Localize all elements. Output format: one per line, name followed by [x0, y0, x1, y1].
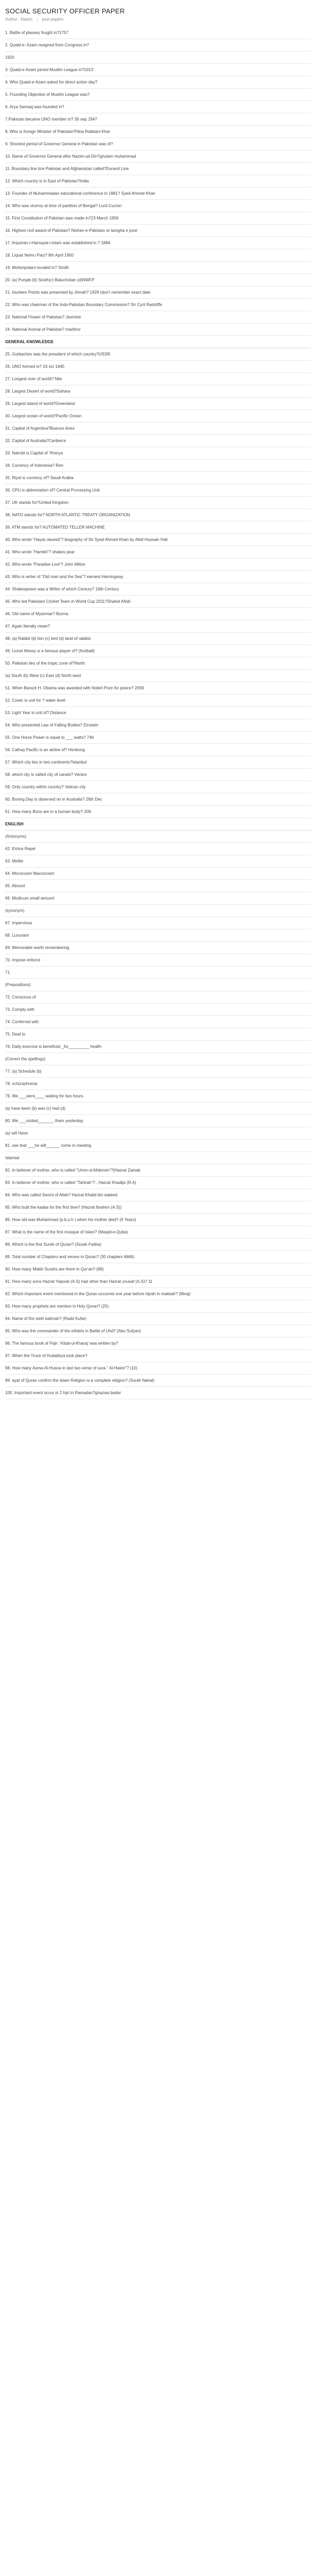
question-line: 15. First Constitution of Pakistan was made in?23 March 1956: [5, 212, 311, 225]
question-line: 74. Conferred with: [5, 1016, 311, 1028]
question-line: 33. Nairobi is Capital of ?Kenya: [5, 447, 311, 460]
question-line: 1. Battle of plassey fought in?1757: [5, 27, 311, 39]
author-label: Author : Nasim: [5, 17, 32, 22]
question-line: 22. Who was chairman of the Indo-Pakistan Boundary Commission? Sir Cyril Radcliffe: [5, 299, 311, 311]
question-line: 70. Impose enforce: [5, 954, 311, 967]
question-line: 2. Quaid-e- Azam resigned from Congress in?: [5, 39, 311, 52]
question-line: (a) have been (b) was (c) had (d): [5, 1103, 311, 1115]
question-line: 7.Pakistan became UNO member in? 30 sep 1947: [5, 113, 311, 126]
section-heading: GENERAL KNOWLEDGE: [5, 336, 311, 348]
question-line: 3. Quaid-e-Azam joined Muslim League in?1913: [5, 64, 311, 76]
question-line: 57. Which city lies in two continents?Istanbul: [5, 756, 311, 769]
question-line: 71.: [5, 967, 311, 979]
question-line: 38. NATO stands for? NORTH ATLANTIC TREATY ORGANIZATION: [5, 509, 311, 521]
question-line: 62. Entice Repel: [5, 843, 311, 855]
question-line: 10. Name of Governor General after Nazim-ud-Din?ghulam muhammad: [5, 150, 311, 163]
question-line: 63. Mettle: [5, 855, 311, 868]
question-line: 44. Shakespeare was a Writer of which Century? 16th Century: [5, 583, 311, 596]
question-line: 59. Only country within country? Vatican city: [5, 781, 311, 793]
question-line: 80. We ___visited_______ them yesterday.: [5, 1115, 311, 1127]
question-line: 16. Highest civil award of Pakistan? Nishan-e-Pakistan or tamgha e jurat: [5, 225, 311, 237]
question-line: 64. Microcosm Macrocosm: [5, 868, 311, 880]
question-line: 77. (a) Schedule (b): [5, 1065, 311, 1078]
question-line: 32. Capital of Australia?Canberra: [5, 435, 311, 447]
question-line: 92. Which important event mentioned in the Quran occurred one year before hijrah in makkah? (Miraj): [5, 1288, 311, 1300]
question-line: 72. Conscious of: [5, 991, 311, 1004]
question-line: Islamiat: [5, 1152, 311, 1164]
question-line: 76. Daily exercise is beneficial _for_________ health: [5, 1041, 311, 1053]
question-line: 28. Largest Desert of world?Sahara: [5, 385, 311, 398]
question-line: 55. One Horse Power is equal to ___ watts? 746: [5, 732, 311, 744]
question-line: (Prepositions): [5, 979, 311, 991]
question-line: 97. When the Truce of Hudaibiya took place?: [5, 1350, 311, 1362]
question-line: 30. Largest ocean of world?Pacific Ocean: [5, 410, 311, 422]
question-line: 99. ayat of Quran confirm the Islam Religion is a complete religion? (Surah Nahal): [5, 1375, 311, 1387]
question-line: 66. Modicum small amount: [5, 892, 311, 905]
question-line: 53. Light Year is unit of? Distance: [5, 707, 311, 719]
question-line: 82. In believer of mother, who is called "Umm-ul-Mokmen"?(Hazrat Zainab: [5, 1164, 311, 1177]
question-line: 52. Cowic is unit for ? water level: [5, 694, 311, 707]
category-link[interactable]: past papers: [42, 17, 64, 22]
question-line: 54. Who presented Law of Falling Bodies? Einstein: [5, 719, 311, 732]
question-line: 87. What is the name of the first mosque of Islam? (Masjid-e-Quba): [5, 1226, 311, 1239]
post-meta: [5, 17, 311, 22]
question-line: 26. UNO formed in? 24 oct 1945: [5, 361, 311, 373]
question-line: 83. In believer of mother, who is called "Tahirah"? , Hazrat Khadija (R.A): [5, 1177, 311, 1189]
question-line: 4. Who Quaid-e-Azam asked for direct action day?: [5, 76, 311, 89]
question-line: 23. National Flower of Pakistan? Jasmine: [5, 311, 311, 324]
question-line: 47. Again literally mean?: [5, 620, 311, 633]
question-line: 89. Total number of Chapters and verses in Quran? (30 chapters 6666): [5, 1251, 311, 1263]
question-line: 17. Anjuman-i-Hamayat-i-Islam was established in ? 1884: [5, 237, 311, 249]
question-line: (Correct the spellings): [5, 1053, 311, 1065]
question-line: 94. Name of the sixth kalimah? (Radd Kufar): [5, 1313, 311, 1325]
question-line: 9. Shortest period of Governor General in Pakistan was of?: [5, 138, 311, 150]
question-line: 13. Founder of Muhammadan educational conference in 1881? Syed Ahmed Khan: [5, 188, 311, 200]
question-line: 56. Cathay Pacific is an airline of? Honkong: [5, 744, 311, 756]
question-line: 18. Liquat Nehru Pact? 8th April 1950: [5, 249, 311, 262]
question-line: 14. Who was viceroy at time of partition of Bengal? Lord Curzon: [5, 200, 311, 212]
question-line: 46. Old name of Myanmar? Burma: [5, 608, 311, 620]
question-line: 5. Founding Objective of Muslim League was?: [5, 89, 311, 101]
question-line: 20. (a) Punjab (b) Sindh(c) Baluchistan (d)NWFP: [5, 274, 311, 286]
question-line: 24. National Animal of Pakistan? markhor: [5, 324, 311, 336]
question-line: 25. Gorbachev was the president of which country?USSR: [5, 348, 311, 361]
question-line: 40. Who wrote "Hayat-Javeed"? biography of Sir Syed Ahmed Khan by Altaf Hussain Hali: [5, 534, 311, 546]
question-line: 19. Mohenjodaro located in? Sindh: [5, 262, 311, 274]
question-line: 27. Longest river of world? Nile: [5, 373, 311, 385]
question-line: 79. We ___were____ waiting for two hours.: [5, 1090, 311, 1103]
question-line: 39. ATM stands for? AUTOMATED TELLER MACHINE: [5, 521, 311, 534]
question-line: 11. Boundary line b/w Pakistan and Afghanistan called?Durand Line: [5, 163, 311, 175]
question-line: 34. Currency of Indonesia? Ren: [5, 460, 311, 472]
question-line: 41. Who wrote "Hamlet"? shakes pear: [5, 546, 311, 558]
question-line: 8. Who is foreign Minister of Pakistan?Hina Rabbani Khar: [5, 126, 311, 138]
question-line: 67. Impervious: [5, 917, 311, 929]
question-line: 98. How many Asma-Al-Husna in last two verse of sura " Al-Hashr"? (10): [5, 1362, 311, 1375]
question-line: 37. UK stands for?United Kingdom: [5, 497, 311, 509]
question-line: 90. How many Makki Surahs are there in Qur'an? (86): [5, 1263, 311, 1276]
question-line: 95. Who was the commander of the infidels in Battle of Uhd? (Abu Sufyan): [5, 1325, 311, 1337]
question-line: 21. fourteen Points was presented by Jinnah? 1929 (don't remember exact date: [5, 286, 311, 299]
page-title: SOCIAL SECURITY OFFICER PAPER: [5, 7, 125, 15]
section-heading: ENGLISH: [5, 818, 311, 831]
question-line: (synonym): [5, 905, 311, 917]
question-line: 68. Luxuriant: [5, 929, 311, 942]
question-line: 88. Which is the first Surah of Quran? (Surah Fatiha): [5, 1239, 311, 1251]
question-line: 69. Memorable worth remembering: [5, 942, 311, 954]
meta-separator: |: [37, 17, 38, 22]
question-line: 35. Riyal is currency of? Saudi Arabia: [5, 472, 311, 484]
question-line: 45. Who led Pakistani Cricket Team in World Cup 2011?Shahid Afridi: [5, 596, 311, 608]
question-line: 91. How many sons Hazrat Yaqoob (A.S) had other than Hazrat yousaf (A.S)? 11: [5, 1276, 311, 1288]
question-line: 49. Lionel Messy is a famous player of? (football): [5, 645, 311, 657]
question-line: 58. which city is called city of canals? Venice: [5, 769, 311, 781]
question-line: 1920: [5, 52, 311, 64]
question-line: 93. How many prophets are mention in Holy Quran? (25): [5, 1300, 311, 1313]
question-line: 51. When Barack H. Obama was awarded with Nobel Prize for peace? 2009: [5, 682, 311, 694]
question-line: 29. Largest island of world?Greenland: [5, 398, 311, 410]
question-line: 100. Important event occur in 2 hijri in Ramadan?ghazwa badar: [5, 1387, 311, 1399]
question-line: 78. schizophrenia: [5, 1078, 311, 1090]
question-line: 31. Capital of Argentina?Buenos Aires: [5, 422, 311, 435]
question-line: 96. The famous book of Fiqh ' Kitab-ul-Kharaj' was written by?: [5, 1337, 311, 1350]
question-line: 60. Boxing Day is observed on in Australia? 26th Dec: [5, 793, 311, 806]
question-line: 50. Pakistan lies of the tropic zone of?North: [5, 657, 311, 670]
question-list: [5, 27, 311, 1399]
question-line: 65. Absurd: [5, 880, 311, 892]
question-line: (a) South (b) West (c) East (d) North west: [5, 670, 311, 682]
question-line: 43. Who is writer of "Old man and the Sea"? earnest Hemingway: [5, 571, 311, 583]
question-line: 61. How many Bons are in a human body? 206: [5, 806, 311, 818]
question-line: 81. see that ___he will______ come in meeting: [5, 1140, 311, 1152]
question-line: 36. CPU is abbreviation of? Central Processing Unit: [5, 484, 311, 497]
question-line: 84. Who was called Sword of Allah? Hazrat Khalid bin waleed: [5, 1189, 311, 1201]
question-line: 73. Comply with: [5, 1004, 311, 1016]
question-line: (Antonyms): [5, 831, 311, 843]
question-line: 86. How old was Muhammad (p.b.u.h ) when his mother died? (6 Years): [5, 1214, 311, 1226]
question-line: 6. Arya Samaaj was founded in?: [5, 101, 311, 113]
question-line: (a) will Have: [5, 1127, 311, 1140]
question-line: 48. (a) Rabbit (b) lion (c) bird (d) land of rabbits: [5, 633, 311, 645]
question-line: 85. Who built the kaaba for the first time? (Hazrat Ibrahim (A.S)): [5, 1201, 311, 1214]
question-line: 12. Which country is in East of Pakistan?India: [5, 175, 311, 188]
question-line: 75. Deaf to: [5, 1028, 311, 1041]
question-line: 42. Who wrote "Paradise Lost"? John Milton: [5, 558, 311, 571]
